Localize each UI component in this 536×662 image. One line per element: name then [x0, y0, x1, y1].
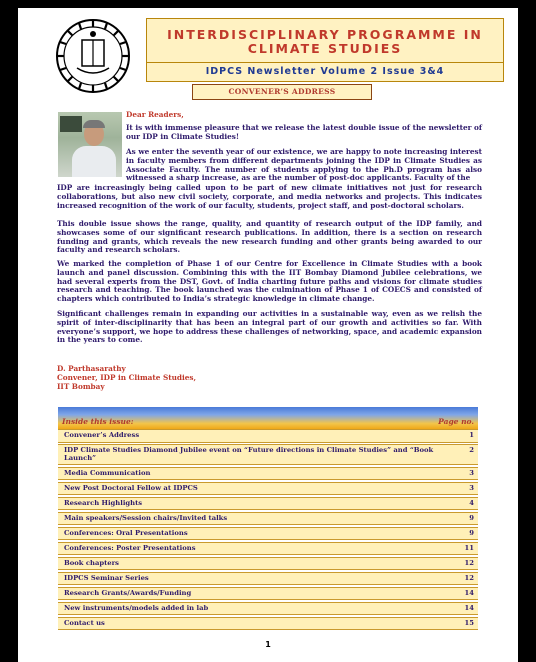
toc-row-label: Research Highlights	[64, 498, 143, 507]
toc-row-page: 3	[469, 468, 474, 477]
toc-row[interactable]	[58, 587, 478, 601]
toc-row-label: IDPCS Seminar Series	[64, 573, 149, 582]
signature-name: D. Parthasarathy	[57, 364, 126, 373]
toc-row-label: New Post Doctoral Fellow at IDPCS	[64, 483, 198, 492]
toc-row-page: 1	[469, 431, 474, 439]
programme-title-line2: CLIMATE STUDIES	[247, 41, 403, 56]
toc-row-label: Convener’s Address	[64, 431, 140, 439]
toc-row-page: 4	[469, 498, 474, 507]
toc-row[interactable]	[58, 557, 478, 571]
photo-background-sign	[60, 116, 82, 132]
page-number: 1	[265, 640, 271, 649]
toc-row-page: 3	[469, 483, 474, 492]
toc-row[interactable]	[58, 617, 478, 631]
toc-row[interactable]	[58, 467, 478, 481]
toc-row-label: New instruments/models added in lab	[64, 603, 209, 612]
signature-org: IIT Bombay	[57, 382, 105, 391]
toc-row[interactable]	[58, 482, 478, 496]
letter-paragraph-2-continued: IDP are increasingly being called upon to be part of new climate initiatives not just for research collaborations, but also new civil society, corporate, and media networks and projects. This indicates increased recognition of the work of our faculty, students, project staff, and post-doctoral scholars.	[57, 183, 482, 210]
signature-role: Convener, IDP in Climate Studies,	[57, 373, 197, 382]
toc-heading: Inside this issue:	[62, 417, 134, 426]
letter-paragraph-4: We marked the completion of Phase 1 of our Centre for Excellence in Climate Studies with a book launch and panel discussion. Combining this with the IIT Bombay Diamond Jubilee celebrations, we had several experts from the DST, Govt. of India charting future paths and visions for climate studies research and teaching. The book launched was the culmination of Phase 1 of COECS and consisted of chapters which contributed to India’s strategic knowledge in climate change.	[57, 259, 482, 304]
toc-row-page: 14	[464, 588, 474, 597]
toc-row[interactable]	[58, 497, 478, 511]
toc-row-page: 2	[469, 446, 474, 454]
toc-row[interactable]	[58, 572, 478, 586]
toc-header	[58, 407, 478, 429]
letter-paragraph-2: As we enter the seventh year of our existence, we are happy to note increasing interest in faculty members from different departments joining the IDP in Climate Studies as Associate Faculty. The number of students applying to the Ph.D program has also witnessed a sharp increase, as are the number of post-doc applicants. Faculty of the	[126, 147, 482, 183]
toc-row[interactable]	[58, 602, 478, 616]
toc-row-page: 9	[469, 513, 474, 522]
convener-photo	[58, 112, 122, 177]
toc-row-page: 15	[464, 618, 474, 627]
toc-row-label: Conferences: Poster Presentations	[64, 543, 196, 552]
toc-row-page: 11	[464, 543, 474, 552]
toc-row-label: Conferences: Oral Presentations	[64, 528, 188, 537]
letter-paragraph-5: Significant challenges remain in expanding our activities in a sustainable way, even as we relish the spirit of inter-disciplinarity that has been an integral part of our growth and activities so far. With everyone’s support, we hope to address these challenges of networking, space, and academic expansion in the years to come.	[57, 309, 482, 345]
newsletter-issue-banner: IDPCS Newsletter Volume 2 Issue 3&4	[146, 62, 504, 82]
toc-row[interactable]	[58, 429, 478, 443]
toc-row-label: Book chapters	[64, 558, 119, 567]
toc-row-label: Contact us	[64, 618, 105, 627]
letter-paragraph-1: It is with immense pleasure that we release the latest double issue of the newsletter of our IDP in Climate Studies!	[126, 123, 482, 141]
toc-row-page: 12	[464, 573, 474, 582]
toc-row[interactable]	[58, 542, 478, 556]
newsletter-title-box	[146, 18, 504, 68]
programme-title-line1: INTERDISCIPLINARY PROGRAMME IN	[167, 27, 483, 42]
letter-paragraph-3: This double issue shows the range, quality, and quantity of research output of the IDP family, and showcases some of our significant research publications. In addition, there is a section on research funding and grants, which reveals the new research funding and other grants being awarded to our faculty and research scholars.	[57, 219, 482, 255]
toc-row[interactable]	[58, 527, 478, 541]
toc-row-label: Media Communication	[64, 468, 151, 477]
toc-list	[58, 429, 478, 630]
toc-row-page: 12	[464, 558, 474, 567]
toc-row-label: IDP Climate Studies Diamond Jubilee event on “Future directions in Climate Studies” and “Book Launch”	[64, 446, 434, 462]
toc-row[interactable]	[58, 444, 478, 465]
table-of-contents	[58, 407, 478, 632]
toc-row-label: Research Grants/Awards/Funding	[64, 588, 192, 597]
toc-row-page: 9	[469, 528, 474, 537]
toc-row-label: Main speakers/Session chairs/Invited talks	[64, 513, 228, 522]
section-label-box: CONVENER’S ADDRESS	[192, 84, 372, 100]
toc-page-heading: Page no.	[438, 417, 474, 426]
toc-row-page: 14	[464, 603, 474, 612]
toc-row[interactable]	[58, 512, 478, 526]
signature-block	[57, 364, 196, 391]
iit-bombay-logo	[55, 18, 131, 94]
letter-greeting: Dear Readers,	[126, 110, 184, 119]
